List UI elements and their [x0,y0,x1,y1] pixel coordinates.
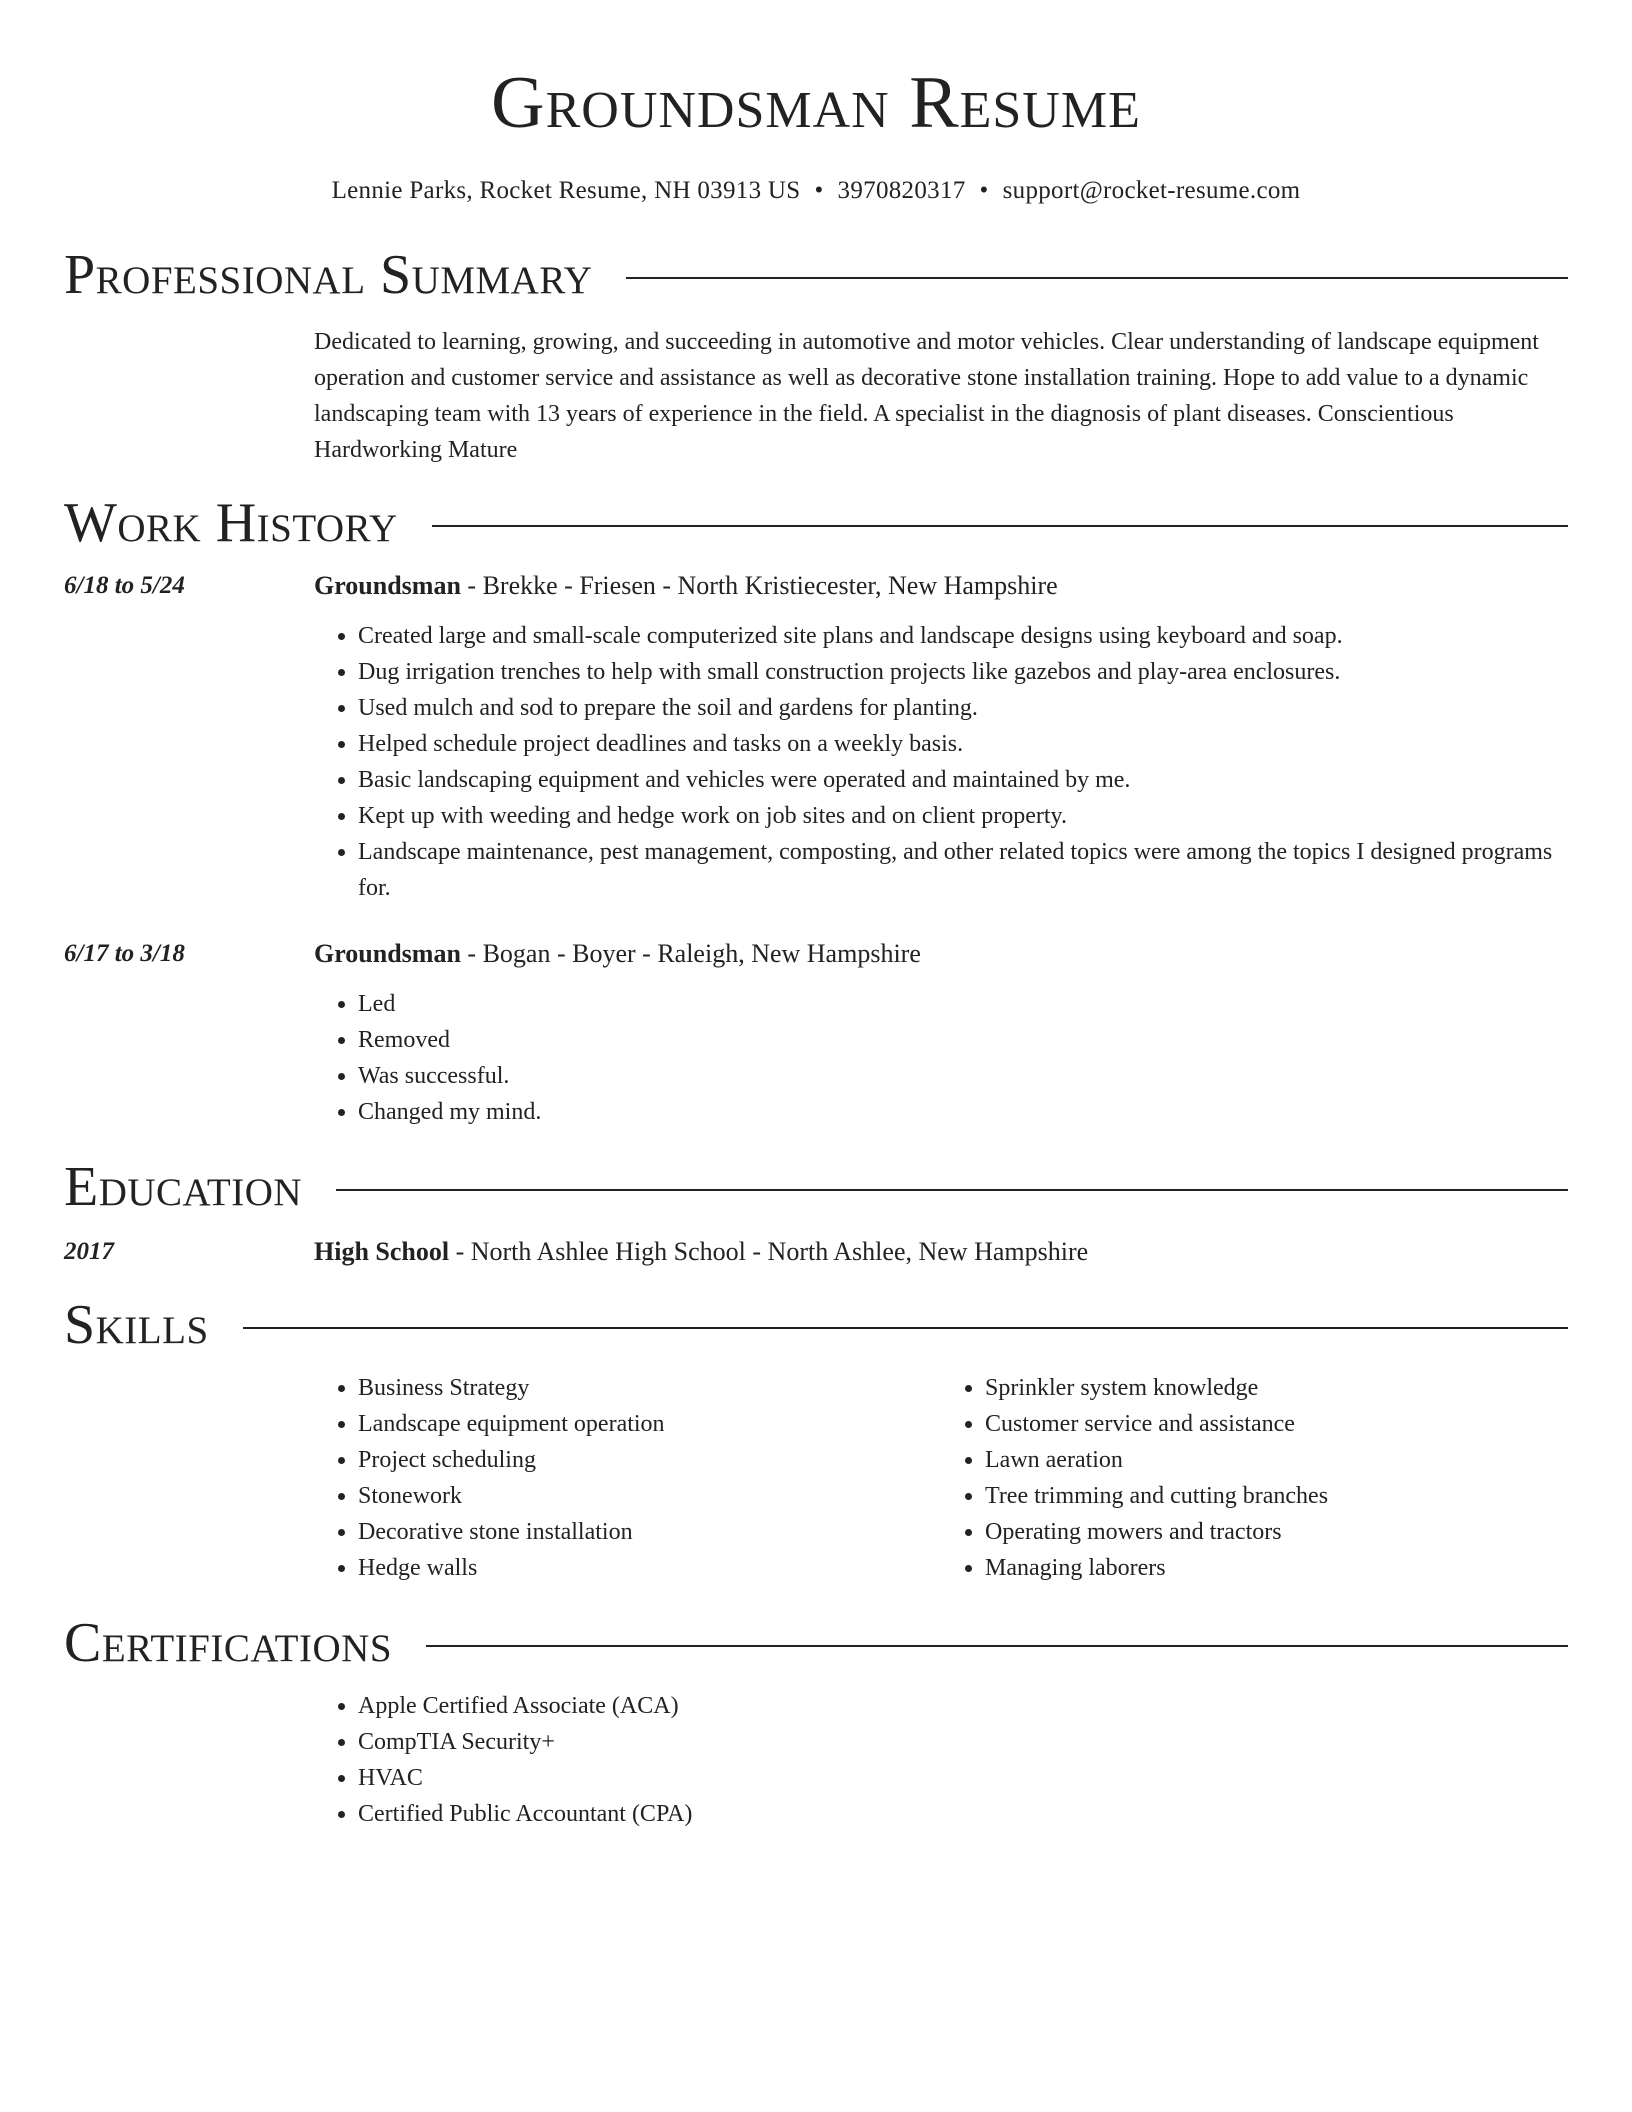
section-divider [432,525,1568,527]
list-item: • Created large and small-scale computerized site plans and landscape designs using keyboard and soap. [358,618,1568,654]
summary-heading: Professional Summary [64,244,593,306]
list-item: • Managing laborers [985,1550,1568,1586]
education-school: - North Ashlee High School - North Ashlee, New Hampshire [449,1237,1089,1266]
certifications-list [314,1688,1568,1832]
list-item: • Operating mowers and tractors [985,1514,1568,1550]
list-item: • Removed [358,1022,1568,1058]
list-item: • Used mulch and sod to prepare the soil and gardens for planting. [358,690,1568,726]
list-item: • HVAC [358,1760,1568,1796]
list-item: • Apple Certified Associate (ACA) [358,1688,1568,1724]
job-date: 6/18 to 5/24 [64,572,185,599]
job-title-line [314,568,1568,604]
education-detail [314,1234,1568,1270]
certifications-header [64,1614,1568,1672]
work-history-section [64,494,1568,1130]
list-item: • Business Strategy [358,1370,941,1406]
job-title-line [314,936,1568,972]
certifications-section [64,1614,1568,1832]
list-item: • Lawn aeration [985,1442,1568,1478]
list-item: • Basic landscaping equipment and vehicles were operated and maintained by me. [358,762,1568,798]
list-item: • Sprinkler system knowledge [985,1370,1568,1406]
summary-text: Dedicated to learning, growing, and succeeding in automotive and motor vehicles. Clear understanding of landscape equipment operation and customer service and assistance as well as decorative stone installation training. Hope to add value to a dynamic landscaping team with 13 years of experience in the field. A specialist in the diagnosis of plant diseases. Conscientious Hardworking Mature [314,329,1539,463]
job-bullets [314,618,1568,906]
job-entry [64,568,1568,906]
list-item: • Dug irrigation trenches to help with small construction projects like gazebos and play-area enclosures. [358,654,1568,690]
skills-list-left [314,1370,941,1586]
list-item: • CompTIA Security+ [358,1724,1568,1760]
education-degree: High School [314,1237,450,1266]
resume-title: Groundsman Resume [491,62,1141,144]
skills-list-right [941,1370,1568,1586]
list-item: • Helped schedule project deadlines and tasks on a weekly basis. [358,726,1568,762]
summary-header [64,246,1568,304]
list-item: • Kept up with weeding and hedge work on job sites and on client property. [358,798,1568,834]
job-role: Groundsman [314,571,461,600]
job-bullets [314,986,1568,1130]
job-detail [314,936,1568,1130]
job-employer: - Brekke - Friesen - North Kristiecester, New Hampshire [460,571,1058,600]
contact-email: support@rocket-resume.com [1002,177,1301,204]
skills-grid [314,1370,1568,1586]
section-divider [626,277,1568,279]
certifications-heading: Certifications [64,1612,393,1674]
job-date: 6/17 to 3/18 [64,940,185,967]
job-detail [314,568,1568,906]
education-heading: Education [64,1156,303,1218]
education-section [64,1158,1568,1270]
education-date: 2017 [64,1238,114,1265]
list-item: • Led [358,986,1568,1022]
list-item: • Decorative stone installation [358,1514,941,1550]
job-entry [64,936,1568,1130]
job-role: Groundsman [314,939,461,968]
list-item: • Certified Public Accountant (CPA) [358,1796,1568,1832]
skills-heading: Skills [64,1294,209,1356]
skills-section [64,1296,1568,1586]
list-item: • Was successful. [358,1058,1568,1094]
contact-separator: • [979,177,989,204]
section-divider [426,1645,1568,1647]
list-item: • Tree trimming and cutting branches [985,1478,1568,1514]
work-history-header [64,494,1568,552]
education-entry [64,1234,1568,1270]
list-item: • Landscape equipment operation [358,1406,941,1442]
list-item: • Customer service and assistance [985,1406,1568,1442]
contact-separator: • [814,177,824,204]
list-item: • Landscape maintenance, pest management, composting, and other related topics were among the topics I designed programs for. [358,834,1568,906]
contact-line [64,174,1568,208]
contact-phone: 3970820317 [837,177,966,204]
education-header [64,1158,1568,1216]
certifications-body [314,1688,1568,1832]
work-history-heading: Work History [64,492,398,554]
skills-header [64,1296,1568,1354]
education-title-line [314,1234,1568,1270]
list-item: • Project scheduling [358,1442,941,1478]
list-item: • Changed my mind. [358,1094,1568,1130]
summary-section [64,246,1568,468]
contact-address: Lennie Parks, Rocket Resume, NH 03913 US [331,177,801,204]
list-item: • Hedge walls [358,1550,941,1586]
section-divider [336,1189,1568,1191]
section-divider [243,1327,1568,1329]
job-employer: - Bogan - Boyer - Raleigh, New Hampshire [460,939,921,968]
list-item: • Stonework [358,1478,941,1514]
